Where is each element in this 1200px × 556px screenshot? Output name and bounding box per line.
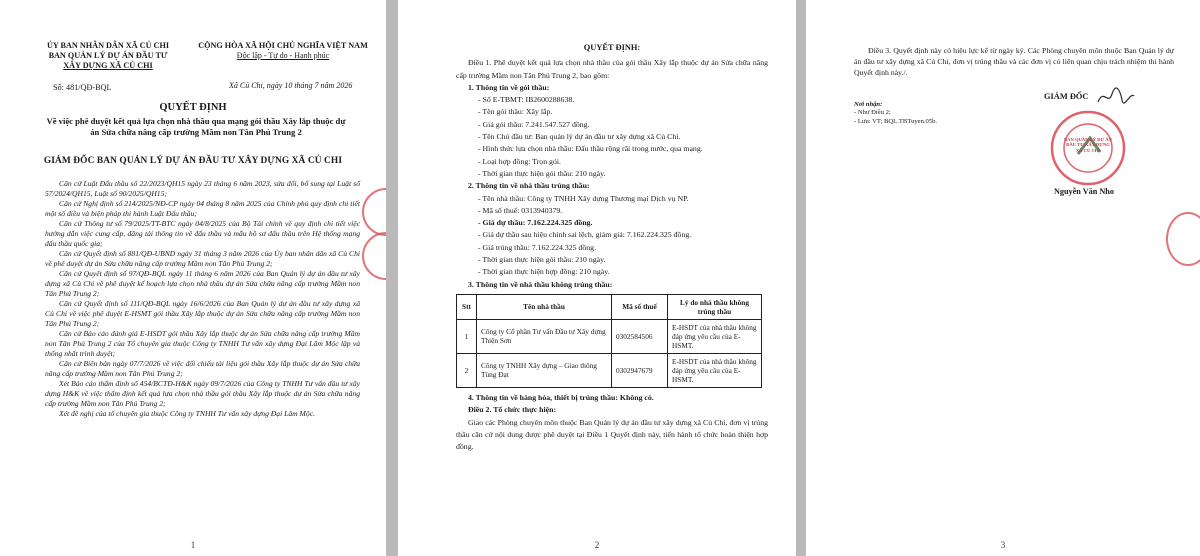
recipient-item: - Như Điều 2; — [854, 109, 891, 117]
decision-body — [456, 42, 768, 453]
recipients-block — [854, 101, 937, 126]
winner-info-item: - Thời gian thực hiện hợp đồng: 210 ngày. — [456, 266, 768, 278]
package-info-item: - Tên gói thầu: Xây lắp. — [456, 106, 768, 118]
table-cell: Công ty Cổ phần Tư vấn Đầu tư Xây dựng Thiện Sơn — [477, 319, 612, 353]
table-row — [457, 353, 762, 387]
decision-title: QUYẾT ĐỊNH — [159, 102, 227, 113]
margin-seal — [362, 232, 386, 280]
table-cell: 0302584506 — [612, 319, 668, 353]
legal-basis-item: Xét đề nghị của tổ chuyên gia thuộc Công ty TNHH Tư vấn xây dựng Đại Lâm Mộc. — [59, 408, 315, 418]
section-package-info: 1. Thông tin về gói thầu: — [468, 82, 550, 92]
legal-basis-item: Căn cứ Nghị định số 214/2025/NĐ-CP ngày 04 tháng 8 năm 2025 của Chính phủ quy định chi tiết một số điều và biện pháp thi hành Luật Đấu thầu; — [45, 199, 360, 218]
column-header: Lý do nhà thầu không trúng thầu — [668, 294, 762, 319]
national-motto: Độc lập - Tự do - Hạnh phúc — [236, 51, 330, 60]
decision-date: Xã Củ Chi, ngày 10 tháng 7 năm 2026 — [229, 81, 353, 90]
decision-subtitle: Về việc phê duyệt kết quả lựa chọn nhà thầu qua mạng gói thầu Xây lắp thuộc dự án Sửa chữa nâng cấp trường Mầm non Tân Phú Trung 2 — [46, 116, 346, 137]
legal-basis-item: Căn cứ Quyết định số 97/QĐ-BQL ngày 11 tháng 6 năm 2026 của Ban Quản lý dự án đầu tư xây dựng xã Củ Chi về phê duyệt kế hoạch lựa chọn nhà thầu dự án Sửa chữa nâng cấp trường Mầm non Tân Phú Trung 2; — [45, 269, 360, 298]
table-cell: 1 — [457, 319, 477, 353]
agency-line-2: BAN QUẢN LÝ DỰ ÁN ĐẦU TƯ — [48, 51, 168, 60]
section-losing-bidders: 3. Thông tin về nhà thầu không trúng thầu: — [468, 279, 613, 289]
recipient-item: - Lưu: VT; BQL.TBTuyen.05b. — [854, 117, 938, 125]
agency-line-3: XÂY DỰNG XÃ CỦ CHI — [63, 61, 153, 70]
winner-info-item: - Thời gian thực hiện gói thầu: 210 ngày. — [456, 254, 768, 266]
winner-info-item: - Tên nhà thầu: Công ty TNHH Xây dựng Thương mại Dịch vụ NP. — [456, 193, 768, 205]
margin-seal — [362, 188, 386, 236]
national-title: CỘNG HÒA XÃ HỘI CHỦ NGHĨA VIỆT NAM — [198, 41, 368, 50]
document-header — [38, 41, 378, 71]
package-info-item: - Thời gian thực hiện gói thầu: 210 ngày. — [456, 168, 768, 180]
signer-name: Nguyễn Văn Nho — [1054, 187, 1114, 196]
legal-basis-item: Căn cứ Biên bản ngày 07/7/2026 về việc đối chiếu tài liệu gói thầu Xây lắp thuộc dự án Sửa chữa nâng cấp trường Mầm non Tân Phú Trung 2; — [45, 358, 360, 378]
table-cell: 2 — [457, 353, 477, 387]
article-2-text: Giao các Phòng chuyên môn thuộc Ban Quản lý dự án đầu tư xây dựng xã Củ Chi, đơn vị trúng thầu căn cứ nội dung được phê duyệt tại Điều 1 Quyết định này, tiến hành tổ chức hoàn thiện hợp đồng. — [456, 417, 768, 452]
table-cell: 0302947679 — [612, 353, 668, 387]
table-cell: Công ty TNHH Xây dựng – Giao thông Tùng Đạt — [477, 353, 612, 387]
page-number: 2 — [594, 540, 600, 550]
document-page-1 — [0, 0, 386, 556]
seal-text-line: BAN QUẢN LÝ DỰ ÁN ĐẦU TƯ XÂY DỰNG — [1064, 137, 1112, 148]
document-page-2 — [398, 0, 796, 556]
article-3: Điều 3. Quyết định này có hiệu lực kể từ ngày ký. Các Phòng chuyên môn thuộc Ban Quản lý dự án đầu tư xây dựng xã Củ Chi, đơn vị trúng thầu và các đơn vị có liên quan chịu trách nhiệm thi hành Quyết định này./. — [854, 46, 1174, 77]
winner-info-item: - Giá dự thầu: 7.162.224.325 đồng. — [456, 217, 768, 229]
recipients-title: Nơi nhận: — [854, 101, 883, 108]
package-info-item: - Hình thức lựa chọn nhà thầu: Đấu thầu rộng rãi trong nước, qua mạng. — [456, 143, 768, 155]
page-number: 3 — [1000, 540, 1006, 550]
losing-bidders-table — [456, 294, 762, 388]
agency-line-1: ỦY BAN NHÂN DÂN XÃ CỦ CHI — [46, 41, 170, 50]
column-header: Stt — [457, 294, 477, 319]
table-row — [457, 319, 762, 353]
page-number: 1 — [190, 540, 196, 550]
section-winner-info: 2. Thông tin về nhà thầu trúng thầu: — [468, 181, 590, 191]
table-cell: E-HSDT của nhà thầu không đáp ứng yêu cầu của E-HSMT. — [668, 353, 762, 387]
package-info-item: - Tên Chủ đầu tư: Ban quản lý dự án đầu tư xây dựng xã Củ Chi. — [456, 131, 768, 143]
legal-basis-list — [45, 179, 360, 419]
table-header-row — [457, 294, 762, 319]
issuing-authority: GIÁM ĐỐC BAN QUẢN LÝ DỰ ÁN ĐẦU TƯ XÂY DỰNG XÃ CỦ CHI — [43, 156, 343, 166]
legal-basis-item: Căn cứ Báo cáo đánh giá E-HSDT gói thầu Xây lắp thuộc dự án Sửa chữa nâng cấp trường Mầm non Tân Phú Trung 2 của Tổ chuyên gia thuộc Công ty TNHH Tư vấn xây dựng Đại Lâm Mộc lập và thống nhất trình duyệt; — [45, 328, 360, 358]
legal-basis-item: Căn cứ Quyết định số 111/QĐ-BQL ngày 16/6/2026 của Ban Quản lý dự án đầu tư xây dựng xã Củ Chi về việc phê duyệt E-HSMT gói thầu Xây lắp thuộc dự án Sửa chữa nâng cấp trường Mầm non Tân Phú Trung 2; — [45, 299, 360, 328]
article-2-title: Điều 2. Tổ chức thực hiện: — [468, 405, 557, 415]
package-info-item: - Giá gói thầu: 7.241.547.527 đồng. — [456, 119, 768, 131]
margin-seal — [1166, 212, 1200, 266]
legal-basis-item: Căn cứ Thông tư số 79/2025/TT-BTC ngày 04/8/2025 của Bộ Tài chính về quy định chi tiết việc hướng dẫn việc cung cấp, đăng tải thông tin về đấu thầu và mẫu hồ sơ đấu thầu trên Hệ thống mạng đấu thầu quốc gia; — [45, 219, 360, 248]
seal-text — [1062, 137, 1114, 153]
legal-basis-item: Căn cứ Luật Đấu thầu số 22/2023/QH15 ngày 23 tháng 6 năm 2023, sửa đổi, bổ sung tại Luật số 57/2024/QH15, Luật số 90/2025/QH15; — [45, 179, 360, 198]
legal-basis-item: Căn cứ Quyết định số 881/QĐ-UBND ngày 31 tháng 3 năm 2026 của Ủy ban nhân dân xã Củ Chi về phê duyệt dự án Sửa chữa nâng cấp trường Mầm non Tân Phú Trung 2; — [45, 249, 360, 268]
decision-heading: QUYẾT ĐỊNH: — [583, 43, 641, 52]
legal-basis-item: Xét Báo cáo thẩm định số 454/BCTĐ-H&K ngày 09/7/2026 của Công ty TNHH Tư vấn đầu tư xây dựng H&K về việc thẩm định kết quả lựa chọn nhà thầu gói thầu Xây lắp thuộc dự án Sửa chữa nâng cấp trường Mầm non Tân Phú Trung 2; — [45, 378, 360, 408]
article-1: Điều 1. Phê duyệt kết quả lựa chọn nhà thầu của gói thầu Xây lắp thuộc dự án Sửa chữa nâng cấp trường Mầm non Tân Phú Trung 2, bao gồm: — [456, 58, 768, 80]
column-header: Tên nhà thầu — [477, 294, 612, 319]
package-info-item: - Loại hợp đồng: Trọn gói. — [456, 156, 768, 168]
agency-header — [38, 41, 178, 71]
signature-scribble — [1096, 86, 1136, 108]
winner-info-item: - Giá trúng thầu: 7.162.224.325 đồng. — [456, 242, 768, 254]
winner-info-item: - Giá dự thầu sau hiệu chỉnh sai lệch, giảm giá: 7.162.224.325 đồng. — [456, 229, 768, 241]
package-info-item: - Số E-TBMT: IB2600288638. — [456, 94, 768, 106]
column-header: Mã số thuế — [612, 294, 668, 319]
winner-info-item: - Mã số thuế: 0313940379. — [456, 205, 768, 217]
signer-role: GIÁM ĐỐC — [1044, 92, 1089, 101]
seal-text-line: XÃ CỦ CHI — [1075, 147, 1101, 153]
document-page-3 — [806, 0, 1200, 556]
table-cell: E-HSDT của nhà thầu không đáp ứng yêu cầu của E-HSMT. — [668, 319, 762, 353]
decision-number: Số: 481/QĐ-BQL — [53, 83, 112, 92]
section-goods-info: 4. Thông tin về hàng hóa, thiết bị trúng thầu: Không có. — [468, 392, 654, 402]
national-header — [188, 41, 378, 71]
